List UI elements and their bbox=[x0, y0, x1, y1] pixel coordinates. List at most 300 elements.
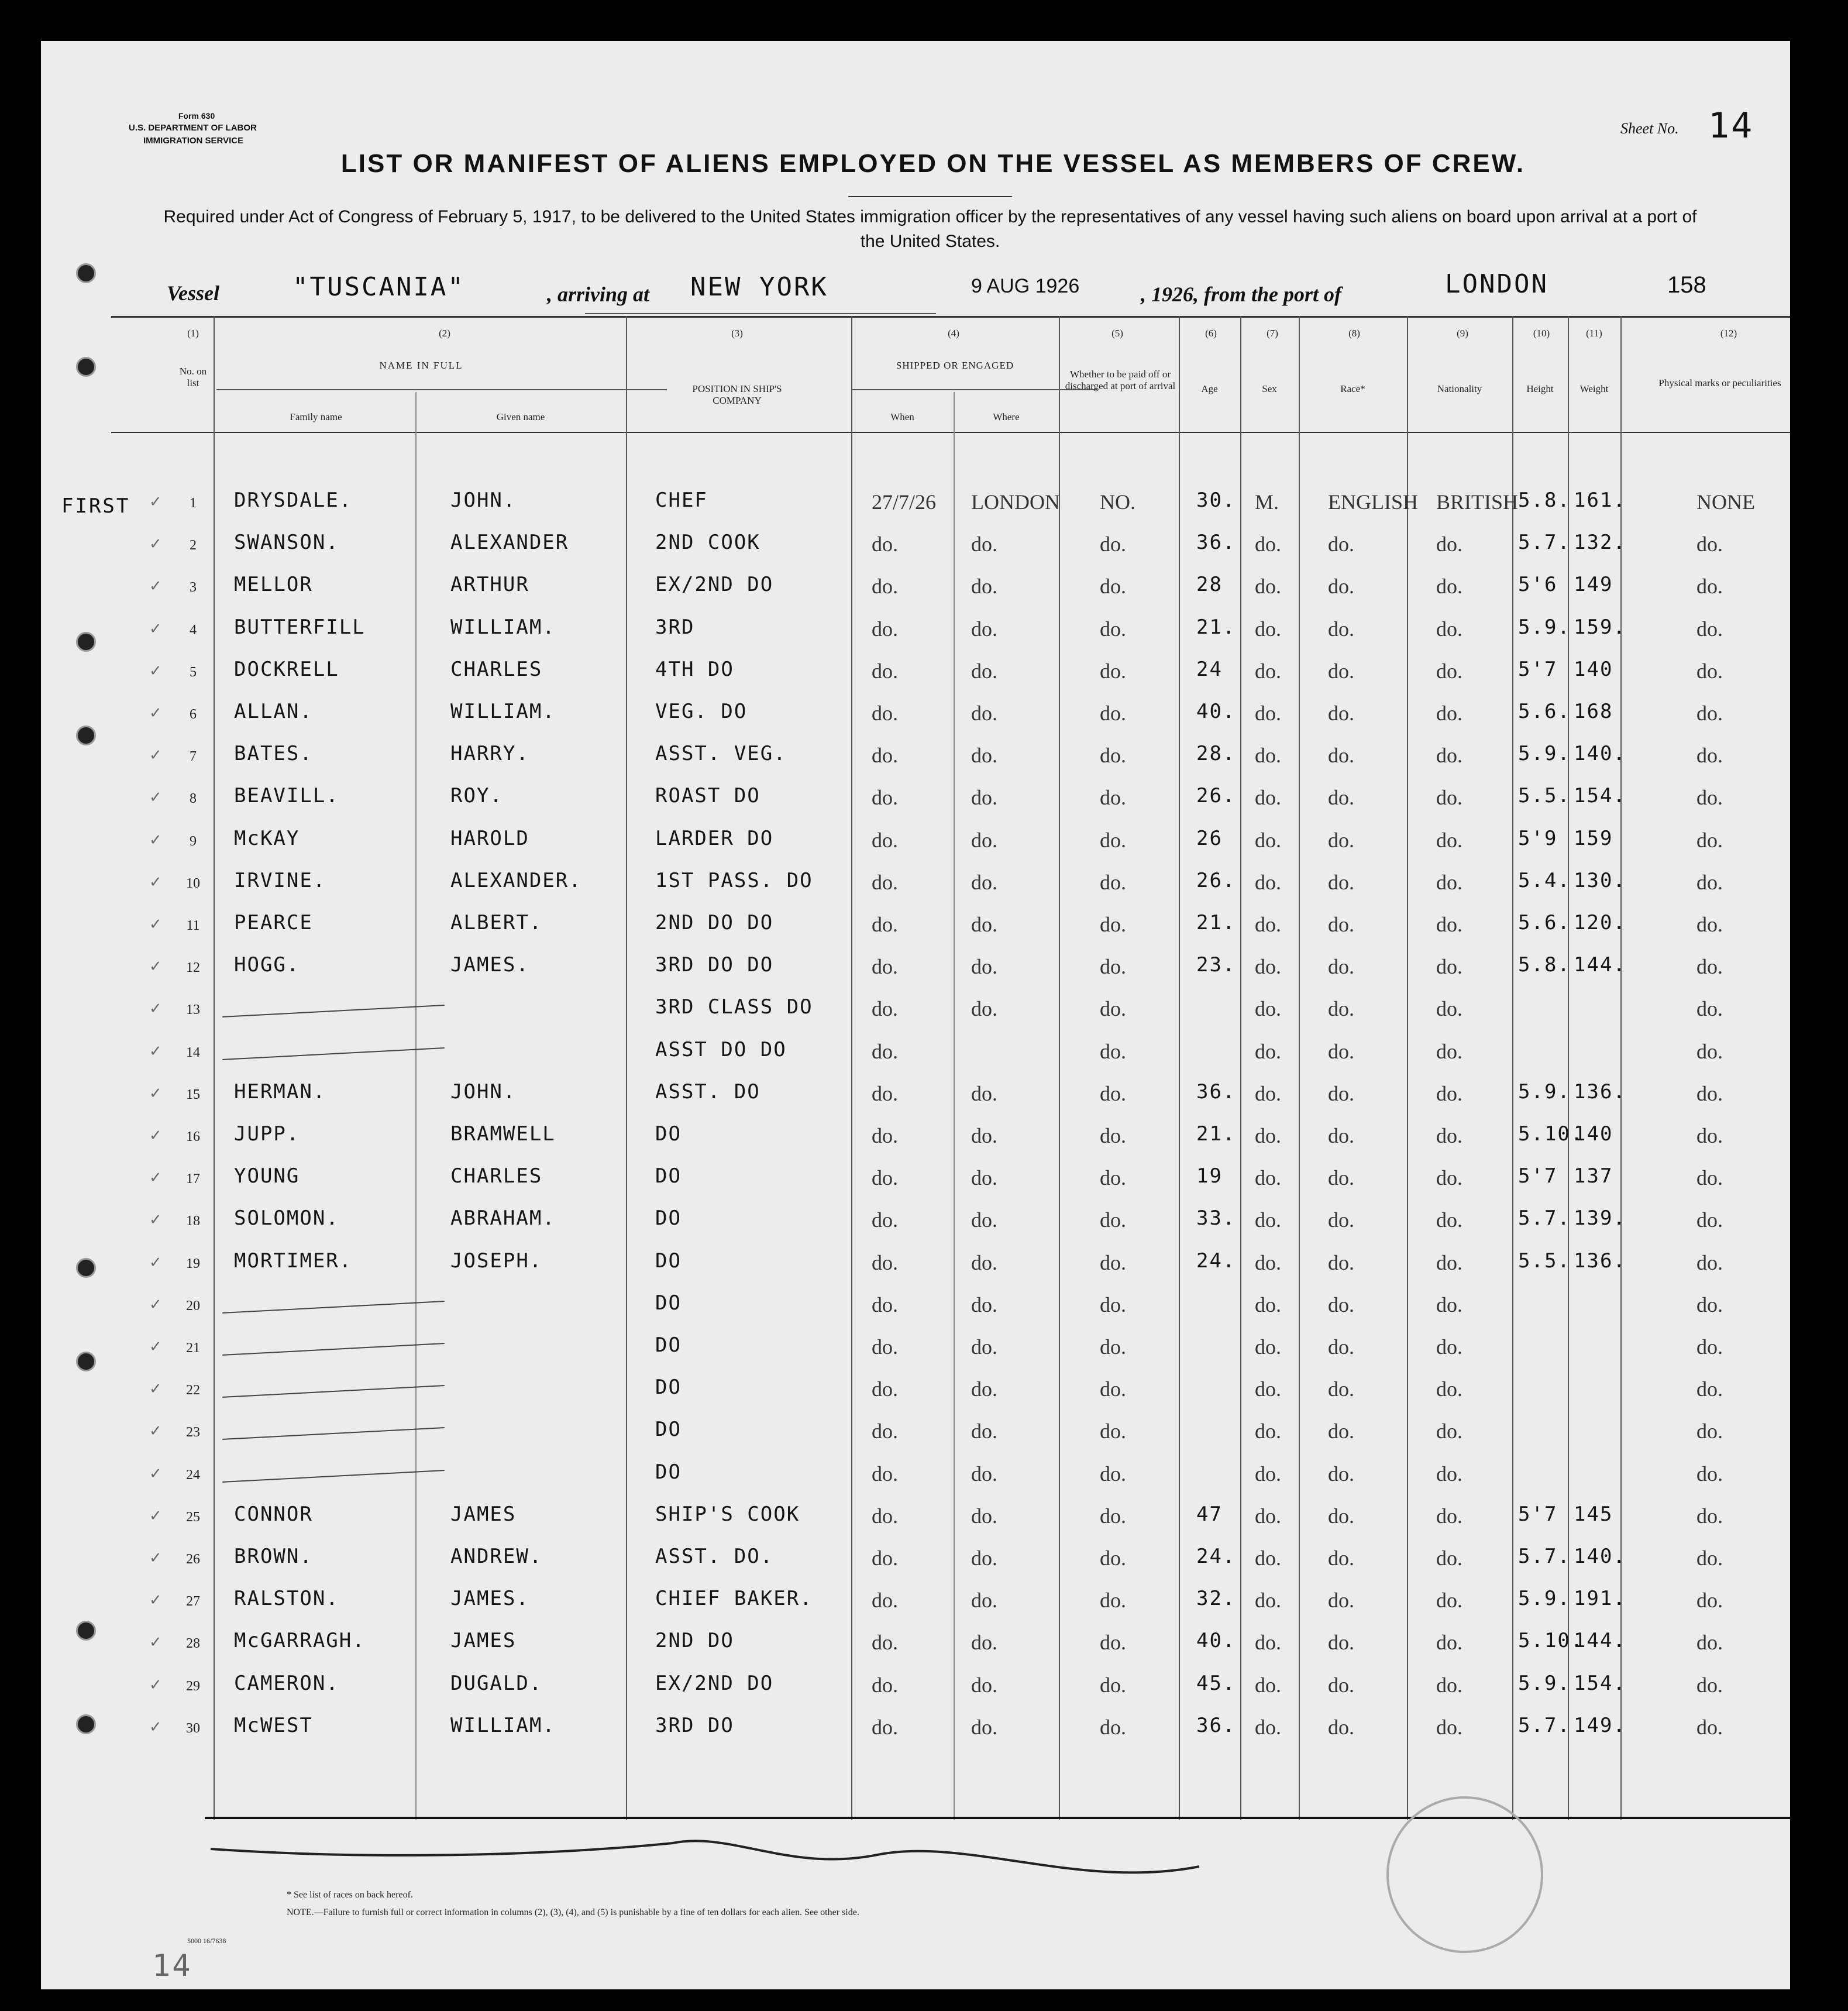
cell-nationality: do. bbox=[1436, 786, 1462, 810]
cell-nationality: do. bbox=[1436, 997, 1462, 1021]
cell-weight: 136. bbox=[1574, 1080, 1626, 1104]
cell-nationality: do. bbox=[1436, 1208, 1462, 1232]
header-height: Height bbox=[1526, 383, 1554, 394]
blank-name-dash bbox=[222, 1427, 445, 1440]
check-mark-icon: ✓ bbox=[149, 831, 163, 849]
blank-name-dash bbox=[222, 1470, 445, 1483]
cell-given: DUGALD. bbox=[450, 1671, 543, 1695]
cell-race: do. bbox=[1328, 1715, 1354, 1739]
cell-no: 16 bbox=[186, 1129, 200, 1144]
cell-nationality: do. bbox=[1436, 1631, 1462, 1655]
table-row bbox=[41, 567, 1825, 609]
cell-weight: 136. bbox=[1574, 1249, 1626, 1273]
header-shipped: SHIPPED OR ENGAGED bbox=[896, 360, 1014, 371]
cell-where: do. bbox=[971, 1589, 997, 1613]
check-mark-icon: ✓ bbox=[149, 1549, 163, 1567]
cell-paid: do. bbox=[1100, 1335, 1126, 1359]
cell-given: WILLIAM. bbox=[450, 1713, 556, 1737]
cell-nationality: do. bbox=[1436, 828, 1462, 852]
cell-no: 4 bbox=[190, 622, 197, 638]
check-mark-icon: ✓ bbox=[149, 1465, 163, 1483]
cell-weight: 159. bbox=[1574, 615, 1626, 639]
cell-position: CHIEF BAKER. bbox=[655, 1587, 813, 1611]
cell-paid: do. bbox=[1100, 1715, 1126, 1739]
header-weight: Weight bbox=[1579, 383, 1609, 394]
cell-when: do. bbox=[872, 1546, 898, 1570]
table-row bbox=[41, 863, 1825, 905]
cell-nationality: do. bbox=[1436, 1166, 1462, 1190]
cell-given: BRAMWELL bbox=[450, 1122, 556, 1146]
cell-age: 24. bbox=[1196, 1249, 1236, 1273]
cell-nationality: do. bbox=[1436, 870, 1462, 894]
cell-paid: do. bbox=[1100, 1292, 1126, 1316]
colnum-11: (11) bbox=[1586, 328, 1602, 339]
check-mark-icon: ✓ bbox=[149, 1127, 163, 1144]
cell-no: 25 bbox=[186, 1509, 200, 1525]
punch-hole bbox=[76, 1352, 96, 1371]
table-row bbox=[41, 989, 1825, 1032]
check-mark-icon: ✓ bbox=[149, 1042, 163, 1060]
cell-when: do. bbox=[872, 955, 898, 979]
header-nationality: Nationality bbox=[1437, 383, 1482, 394]
cell-marks: do. bbox=[1696, 997, 1723, 1021]
table-row bbox=[41, 525, 1825, 567]
cell-marks: do. bbox=[1696, 870, 1723, 894]
cell-age: 45. bbox=[1196, 1671, 1236, 1695]
cell-no: 8 bbox=[190, 791, 197, 807]
cell-paid: do. bbox=[1100, 1546, 1126, 1570]
cell-no: 6 bbox=[190, 707, 197, 722]
cell-position: LARDER DO bbox=[655, 826, 774, 850]
cell-marks: do. bbox=[1696, 575, 1723, 599]
cell-when: 27/7/26 bbox=[872, 490, 937, 514]
cell-sex: do. bbox=[1255, 1166, 1281, 1190]
cell-race: do. bbox=[1328, 1673, 1354, 1697]
table-row bbox=[41, 1708, 1825, 1750]
cell-family: MELLOR bbox=[234, 573, 313, 597]
cell-position: 1ST PASS. DO bbox=[655, 868, 813, 892]
cell-height: 5'7 bbox=[1518, 1502, 1558, 1526]
cell-where: do. bbox=[971, 870, 997, 894]
cell-marks: do. bbox=[1696, 955, 1723, 979]
cell-nationality: do. bbox=[1436, 1081, 1462, 1105]
cell-sex: do. bbox=[1255, 955, 1281, 979]
title-rule bbox=[848, 196, 1012, 197]
table-row bbox=[41, 1455, 1825, 1497]
cell-marks: do. bbox=[1696, 744, 1723, 768]
vessel-label: Vessel bbox=[167, 281, 219, 305]
header-paid-off: Whether to be paid off or discharged at port of arrival bbox=[1065, 369, 1176, 391]
cell-when: do. bbox=[872, 1208, 898, 1232]
blank-name-dash bbox=[222, 1385, 445, 1398]
cell-race: do. bbox=[1328, 913, 1354, 936]
from-port: LONDON bbox=[1445, 269, 1548, 299]
table-row bbox=[41, 778, 1825, 820]
cell-weight: 139. bbox=[1574, 1206, 1626, 1230]
cell-paid: do. bbox=[1100, 1589, 1126, 1613]
cell-when: do. bbox=[872, 617, 898, 641]
blank-name-dash bbox=[222, 1005, 445, 1017]
cell-nationality: do. bbox=[1436, 1039, 1462, 1063]
cell-where: do. bbox=[971, 786, 997, 810]
punch-hole bbox=[76, 1621, 96, 1641]
cell-family: DRYSDALE. bbox=[234, 489, 353, 512]
table-row bbox=[41, 736, 1825, 778]
closing-rule bbox=[205, 1817, 1813, 1819]
cell-race: do. bbox=[1328, 1081, 1354, 1105]
cell-height: 5'9 bbox=[1518, 826, 1558, 850]
cell-weight: 154. bbox=[1574, 1671, 1626, 1695]
cell-given: CHARLES bbox=[450, 1164, 543, 1188]
header-race: Race* bbox=[1340, 383, 1365, 394]
cell-marks: NONE bbox=[1696, 490, 1755, 514]
cell-weight: 130. bbox=[1574, 868, 1626, 892]
requirement-text: Required under Act of Congress of February 5, 1917, to be delivered to the United States immigration officer by the representatives of any vessel having such aliens on board upon arrival at a port of the United States. bbox=[163, 207, 1697, 251]
department-label: U.S. DEPARTMENT OF LABOR bbox=[129, 123, 257, 133]
cell-sex: do. bbox=[1255, 913, 1281, 936]
punch-hole bbox=[76, 357, 96, 377]
cell-nationality: do. bbox=[1436, 1589, 1462, 1613]
cell-given: ALEXANDER. bbox=[450, 868, 582, 892]
cell-where: do. bbox=[971, 1335, 997, 1359]
table-row bbox=[41, 1243, 1825, 1285]
cell-position: CHEF bbox=[655, 489, 708, 512]
cell-race: do. bbox=[1328, 1631, 1354, 1655]
cell-position: DO bbox=[655, 1291, 682, 1315]
check-mark-icon: ✓ bbox=[149, 1338, 163, 1356]
cell-given: HARRY. bbox=[450, 742, 529, 766]
cell-paid: do. bbox=[1100, 1377, 1126, 1401]
cell-when: do. bbox=[872, 913, 898, 936]
header-no-on-list: No. on list bbox=[179, 366, 207, 389]
cell-position: 2ND DO bbox=[655, 1629, 734, 1653]
cell-paid: do. bbox=[1100, 1631, 1126, 1655]
cell-race: do. bbox=[1328, 1377, 1354, 1401]
cell-when: do. bbox=[872, 575, 898, 599]
table-row bbox=[41, 483, 1825, 525]
cell-nationality: do. bbox=[1436, 659, 1462, 683]
table-row bbox=[41, 1370, 1825, 1412]
cell-given: HAROLD bbox=[450, 826, 529, 850]
arriving-label: , arriving at bbox=[547, 283, 650, 306]
colnum-3: (3) bbox=[731, 328, 743, 339]
cell-family: McKAY bbox=[234, 826, 300, 850]
sheet-number: 14 bbox=[1708, 105, 1754, 146]
colnum-6: (6) bbox=[1205, 328, 1217, 339]
cell-where: do. bbox=[971, 1166, 997, 1190]
table-row bbox=[41, 1623, 1825, 1665]
cell-no: 20 bbox=[186, 1298, 200, 1314]
cell-marks: do. bbox=[1696, 702, 1723, 725]
cell-where: do. bbox=[971, 828, 997, 852]
check-mark-icon: ✓ bbox=[149, 1000, 163, 1018]
cell-sex: do. bbox=[1255, 786, 1281, 810]
cell-no: 14 bbox=[186, 1044, 200, 1060]
check-mark-icon: ✓ bbox=[149, 958, 163, 976]
cell-paid: do. bbox=[1100, 870, 1126, 894]
check-mark-icon: ✓ bbox=[149, 1380, 163, 1398]
cell-given: WILLIAM. bbox=[450, 615, 556, 639]
binding-strip bbox=[1790, 41, 1825, 1989]
cell-when: do. bbox=[872, 1589, 898, 1613]
header-sex: Sex bbox=[1262, 383, 1277, 394]
cell-paid: do. bbox=[1100, 1208, 1126, 1232]
cell-race: do. bbox=[1328, 1335, 1354, 1359]
cell-marks: do. bbox=[1696, 1039, 1723, 1063]
cell-no: 30 bbox=[186, 1720, 200, 1736]
cell-where: do. bbox=[971, 1208, 997, 1232]
cell-where: do. bbox=[971, 1673, 997, 1697]
cell-marks: do. bbox=[1696, 1462, 1723, 1486]
check-mark-icon: ✓ bbox=[149, 1591, 163, 1610]
cell-sex: do. bbox=[1255, 1462, 1281, 1486]
cell-height: 5.9. bbox=[1518, 615, 1571, 639]
cell-given: JAMES. bbox=[450, 953, 529, 977]
header-family-name: Family name bbox=[290, 411, 342, 422]
cell-age: 24. bbox=[1196, 1545, 1236, 1568]
check-mark-icon: ✓ bbox=[149, 1507, 163, 1525]
form-number: Form 630 bbox=[178, 111, 215, 121]
cell-nationality: do. bbox=[1436, 575, 1462, 599]
cell-age: 36. bbox=[1196, 1713, 1236, 1737]
cell-where: do. bbox=[971, 1250, 997, 1274]
cell-where: do. bbox=[971, 997, 997, 1021]
header-when: When bbox=[890, 411, 914, 422]
cell-height: 5.9. bbox=[1518, 742, 1571, 766]
cell-position: DO bbox=[655, 1206, 682, 1230]
cell-sex: do. bbox=[1255, 702, 1281, 725]
cell-marks: do. bbox=[1696, 1208, 1723, 1232]
punch-hole bbox=[76, 263, 96, 283]
cell-when: do. bbox=[872, 744, 898, 768]
cell-family: YOUNG bbox=[234, 1164, 300, 1188]
cell-no: 12 bbox=[186, 960, 200, 976]
cell-race: do. bbox=[1328, 1039, 1354, 1063]
punch-hole bbox=[76, 1258, 96, 1278]
check-mark-icon: ✓ bbox=[149, 1676, 163, 1694]
cell-height: 5.6. bbox=[1518, 700, 1571, 723]
check-mark-icon: ✓ bbox=[149, 1211, 163, 1229]
check-mark-icon: ✓ bbox=[149, 747, 163, 765]
cell-weight: 120. bbox=[1574, 911, 1626, 934]
cell-weight: 140 bbox=[1574, 657, 1613, 681]
table-row bbox=[41, 694, 1825, 736]
race-footnote: * See list of races on back hereof. bbox=[287, 1890, 413, 1900]
cell-family: JUPP. bbox=[234, 1122, 300, 1146]
cell-position: DO bbox=[655, 1333, 682, 1357]
cell-race: ENGLISH bbox=[1328, 490, 1418, 514]
table-row bbox=[41, 1412, 1825, 1454]
table-row bbox=[41, 1497, 1825, 1539]
cell-position: DO bbox=[655, 1376, 682, 1400]
cell-position: ASST DO DO bbox=[655, 1037, 787, 1061]
cell-when: do. bbox=[872, 1292, 898, 1316]
cell-position: 2ND COOK bbox=[655, 531, 760, 555]
cell-where: do. bbox=[971, 1081, 997, 1105]
cell-race: do. bbox=[1328, 1504, 1354, 1528]
cell-family: SOLOMON. bbox=[234, 1206, 339, 1230]
cell-paid: do. bbox=[1100, 1250, 1126, 1274]
cell-marks: do. bbox=[1696, 828, 1723, 852]
cell-nationality: do. bbox=[1436, 1715, 1462, 1739]
cell-where: LONDON bbox=[971, 490, 1060, 514]
cell-family: PEARCE bbox=[234, 911, 313, 934]
cell-where: do. bbox=[971, 1292, 997, 1316]
cell-given: ARTHUR bbox=[450, 573, 529, 597]
cell-sex: do. bbox=[1255, 828, 1281, 852]
colnum-9: (9) bbox=[1457, 328, 1468, 339]
shipped-header-rule bbox=[851, 389, 1097, 390]
cell-position: ASST. VEG. bbox=[655, 742, 787, 766]
cell-when: do. bbox=[872, 786, 898, 810]
colnum-4: (4) bbox=[948, 328, 959, 339]
date-stamp: 9 AUG 1926 bbox=[971, 275, 1080, 297]
cell-when: do. bbox=[872, 1673, 898, 1697]
table-row bbox=[41, 821, 1825, 863]
table-row bbox=[41, 1666, 1825, 1708]
cell-race: do. bbox=[1328, 1419, 1354, 1443]
cell-age: 36. bbox=[1196, 1080, 1236, 1104]
check-mark-icon: ✓ bbox=[149, 873, 163, 891]
cell-race: do. bbox=[1328, 702, 1354, 725]
cell-race: do. bbox=[1328, 1250, 1354, 1274]
cell-no: 2 bbox=[190, 538, 197, 554]
cell-marks: do. bbox=[1696, 1419, 1723, 1443]
cell-paid: do. bbox=[1100, 1166, 1126, 1190]
cell-position: VEG. DO bbox=[655, 700, 748, 723]
cell-given: ALBERT. bbox=[450, 911, 543, 934]
cell-marks: do. bbox=[1696, 1335, 1723, 1359]
cell-nationality: do. bbox=[1436, 702, 1462, 725]
cell-family: CONNOR bbox=[234, 1502, 313, 1526]
cell-nationality: do. bbox=[1436, 532, 1462, 556]
cell-nationality: do. bbox=[1436, 1546, 1462, 1570]
table-row bbox=[41, 610, 1825, 652]
cell-given: JOHN. bbox=[450, 489, 517, 512]
cell-race: do. bbox=[1328, 1462, 1354, 1486]
page-number: 158 bbox=[1667, 272, 1706, 298]
punch-hole bbox=[76, 1714, 96, 1734]
cell-when: do. bbox=[872, 1462, 898, 1486]
cell-sex: do. bbox=[1255, 1250, 1281, 1274]
cell-sex: do. bbox=[1255, 659, 1281, 683]
table-row bbox=[41, 1328, 1825, 1370]
vessel-underline bbox=[585, 313, 936, 314]
cell-race: do. bbox=[1328, 1546, 1354, 1570]
cell-height: 5.4. bbox=[1518, 868, 1571, 892]
cell-given: ROY. bbox=[450, 784, 503, 808]
cell-sex: M. bbox=[1255, 490, 1279, 514]
cell-family: BEAVILL. bbox=[234, 784, 339, 808]
cell-given: ANDREW. bbox=[450, 1545, 543, 1568]
cell-no: 17 bbox=[186, 1171, 200, 1187]
vessel-name: "TUSCANIA" bbox=[292, 272, 465, 302]
manifest-sheet bbox=[41, 41, 1825, 1989]
service-label: IMMIGRATION SERVICE bbox=[143, 136, 244, 146]
cell-when: do. bbox=[872, 1715, 898, 1739]
cell-paid: do. bbox=[1100, 1462, 1126, 1486]
header-age: Age bbox=[1201, 383, 1218, 394]
table-row bbox=[41, 1285, 1825, 1328]
table-row bbox=[41, 1074, 1825, 1116]
cell-when: do. bbox=[872, 532, 898, 556]
cell-given: ABRAHAM. bbox=[450, 1206, 556, 1230]
table-row bbox=[41, 1539, 1825, 1581]
cell-nationality: do. bbox=[1436, 1419, 1462, 1443]
cell-no: 9 bbox=[190, 833, 197, 849]
cell-marks: do. bbox=[1696, 1546, 1723, 1570]
cell-height: 5.6. bbox=[1518, 911, 1571, 934]
cell-paid: do. bbox=[1100, 1419, 1126, 1443]
cell-family: ALLAN. bbox=[234, 700, 313, 723]
cell-sex: do. bbox=[1255, 1715, 1281, 1739]
cell-no: 5 bbox=[190, 664, 197, 680]
punch-hole bbox=[76, 726, 96, 745]
cell-when: do. bbox=[872, 1081, 898, 1105]
penalty-note: NOTE.—Failure to furnish full or correct information in columns (2), (3), (4), and (5) is punishable by a fine of ten dollars for each alien. See other side. bbox=[287, 1907, 859, 1917]
cell-paid: do. bbox=[1100, 1673, 1126, 1697]
print-code: 5000 16/7638 bbox=[187, 1937, 226, 1945]
cell-race: do. bbox=[1328, 617, 1354, 641]
cell-no: 29 bbox=[186, 1678, 200, 1694]
cell-sex: do. bbox=[1255, 1504, 1281, 1528]
cell-marks: do. bbox=[1696, 913, 1723, 936]
colnum-7: (7) bbox=[1267, 328, 1278, 339]
cell-paid: do. bbox=[1100, 1124, 1126, 1147]
cell-no: 7 bbox=[190, 749, 197, 765]
cell-sex: do. bbox=[1255, 1377, 1281, 1401]
check-mark-icon: ✓ bbox=[149, 1634, 163, 1652]
cell-where: do. bbox=[971, 617, 997, 641]
cell-no: 19 bbox=[186, 1256, 200, 1271]
cell-where: do. bbox=[971, 955, 997, 979]
cell-where: do. bbox=[971, 702, 997, 725]
cell-height: 5.9. bbox=[1518, 1671, 1571, 1695]
cell-sex: do. bbox=[1255, 1039, 1281, 1063]
cell-marks: do. bbox=[1696, 1292, 1723, 1316]
colnum-12: (12) bbox=[1720, 328, 1737, 339]
cell-sex: do. bbox=[1255, 744, 1281, 768]
margin-sheet-number: 14 bbox=[152, 1948, 192, 1984]
cell-position: SHIP'S COOK bbox=[655, 1502, 800, 1526]
cell-family: IRVINE. bbox=[234, 868, 326, 892]
cell-age: 26 bbox=[1196, 826, 1223, 850]
table-row bbox=[41, 652, 1825, 694]
cell-age: 32. bbox=[1196, 1587, 1236, 1611]
cell-weight: 140. bbox=[1574, 1545, 1626, 1568]
cell-paid: NO. bbox=[1100, 490, 1135, 514]
cell-weight: 140. bbox=[1574, 742, 1626, 766]
cell-position: EX/2ND DO bbox=[655, 573, 774, 597]
table-row bbox=[41, 1032, 1825, 1074]
cell-age: 30. bbox=[1196, 489, 1236, 512]
cell-race: do. bbox=[1328, 997, 1354, 1021]
cell-paid: do. bbox=[1100, 997, 1126, 1021]
cell-where: do. bbox=[971, 1504, 997, 1528]
cell-sex: do. bbox=[1255, 1546, 1281, 1570]
cell-position: DO bbox=[655, 1460, 682, 1484]
cell-family: McGARRAGH. bbox=[234, 1629, 366, 1653]
cell-sex: do. bbox=[1255, 1208, 1281, 1232]
cell-height: 5.8. bbox=[1518, 489, 1571, 512]
cell-no: 21 bbox=[186, 1340, 200, 1356]
cell-position: 2ND DO DO bbox=[655, 911, 774, 934]
cell-age: 26. bbox=[1196, 784, 1236, 808]
cell-given: JOHN. bbox=[450, 1080, 517, 1104]
table-row bbox=[41, 1159, 1825, 1201]
signature-scribble bbox=[205, 1820, 1375, 1890]
colnum-1: (1) bbox=[187, 328, 199, 339]
